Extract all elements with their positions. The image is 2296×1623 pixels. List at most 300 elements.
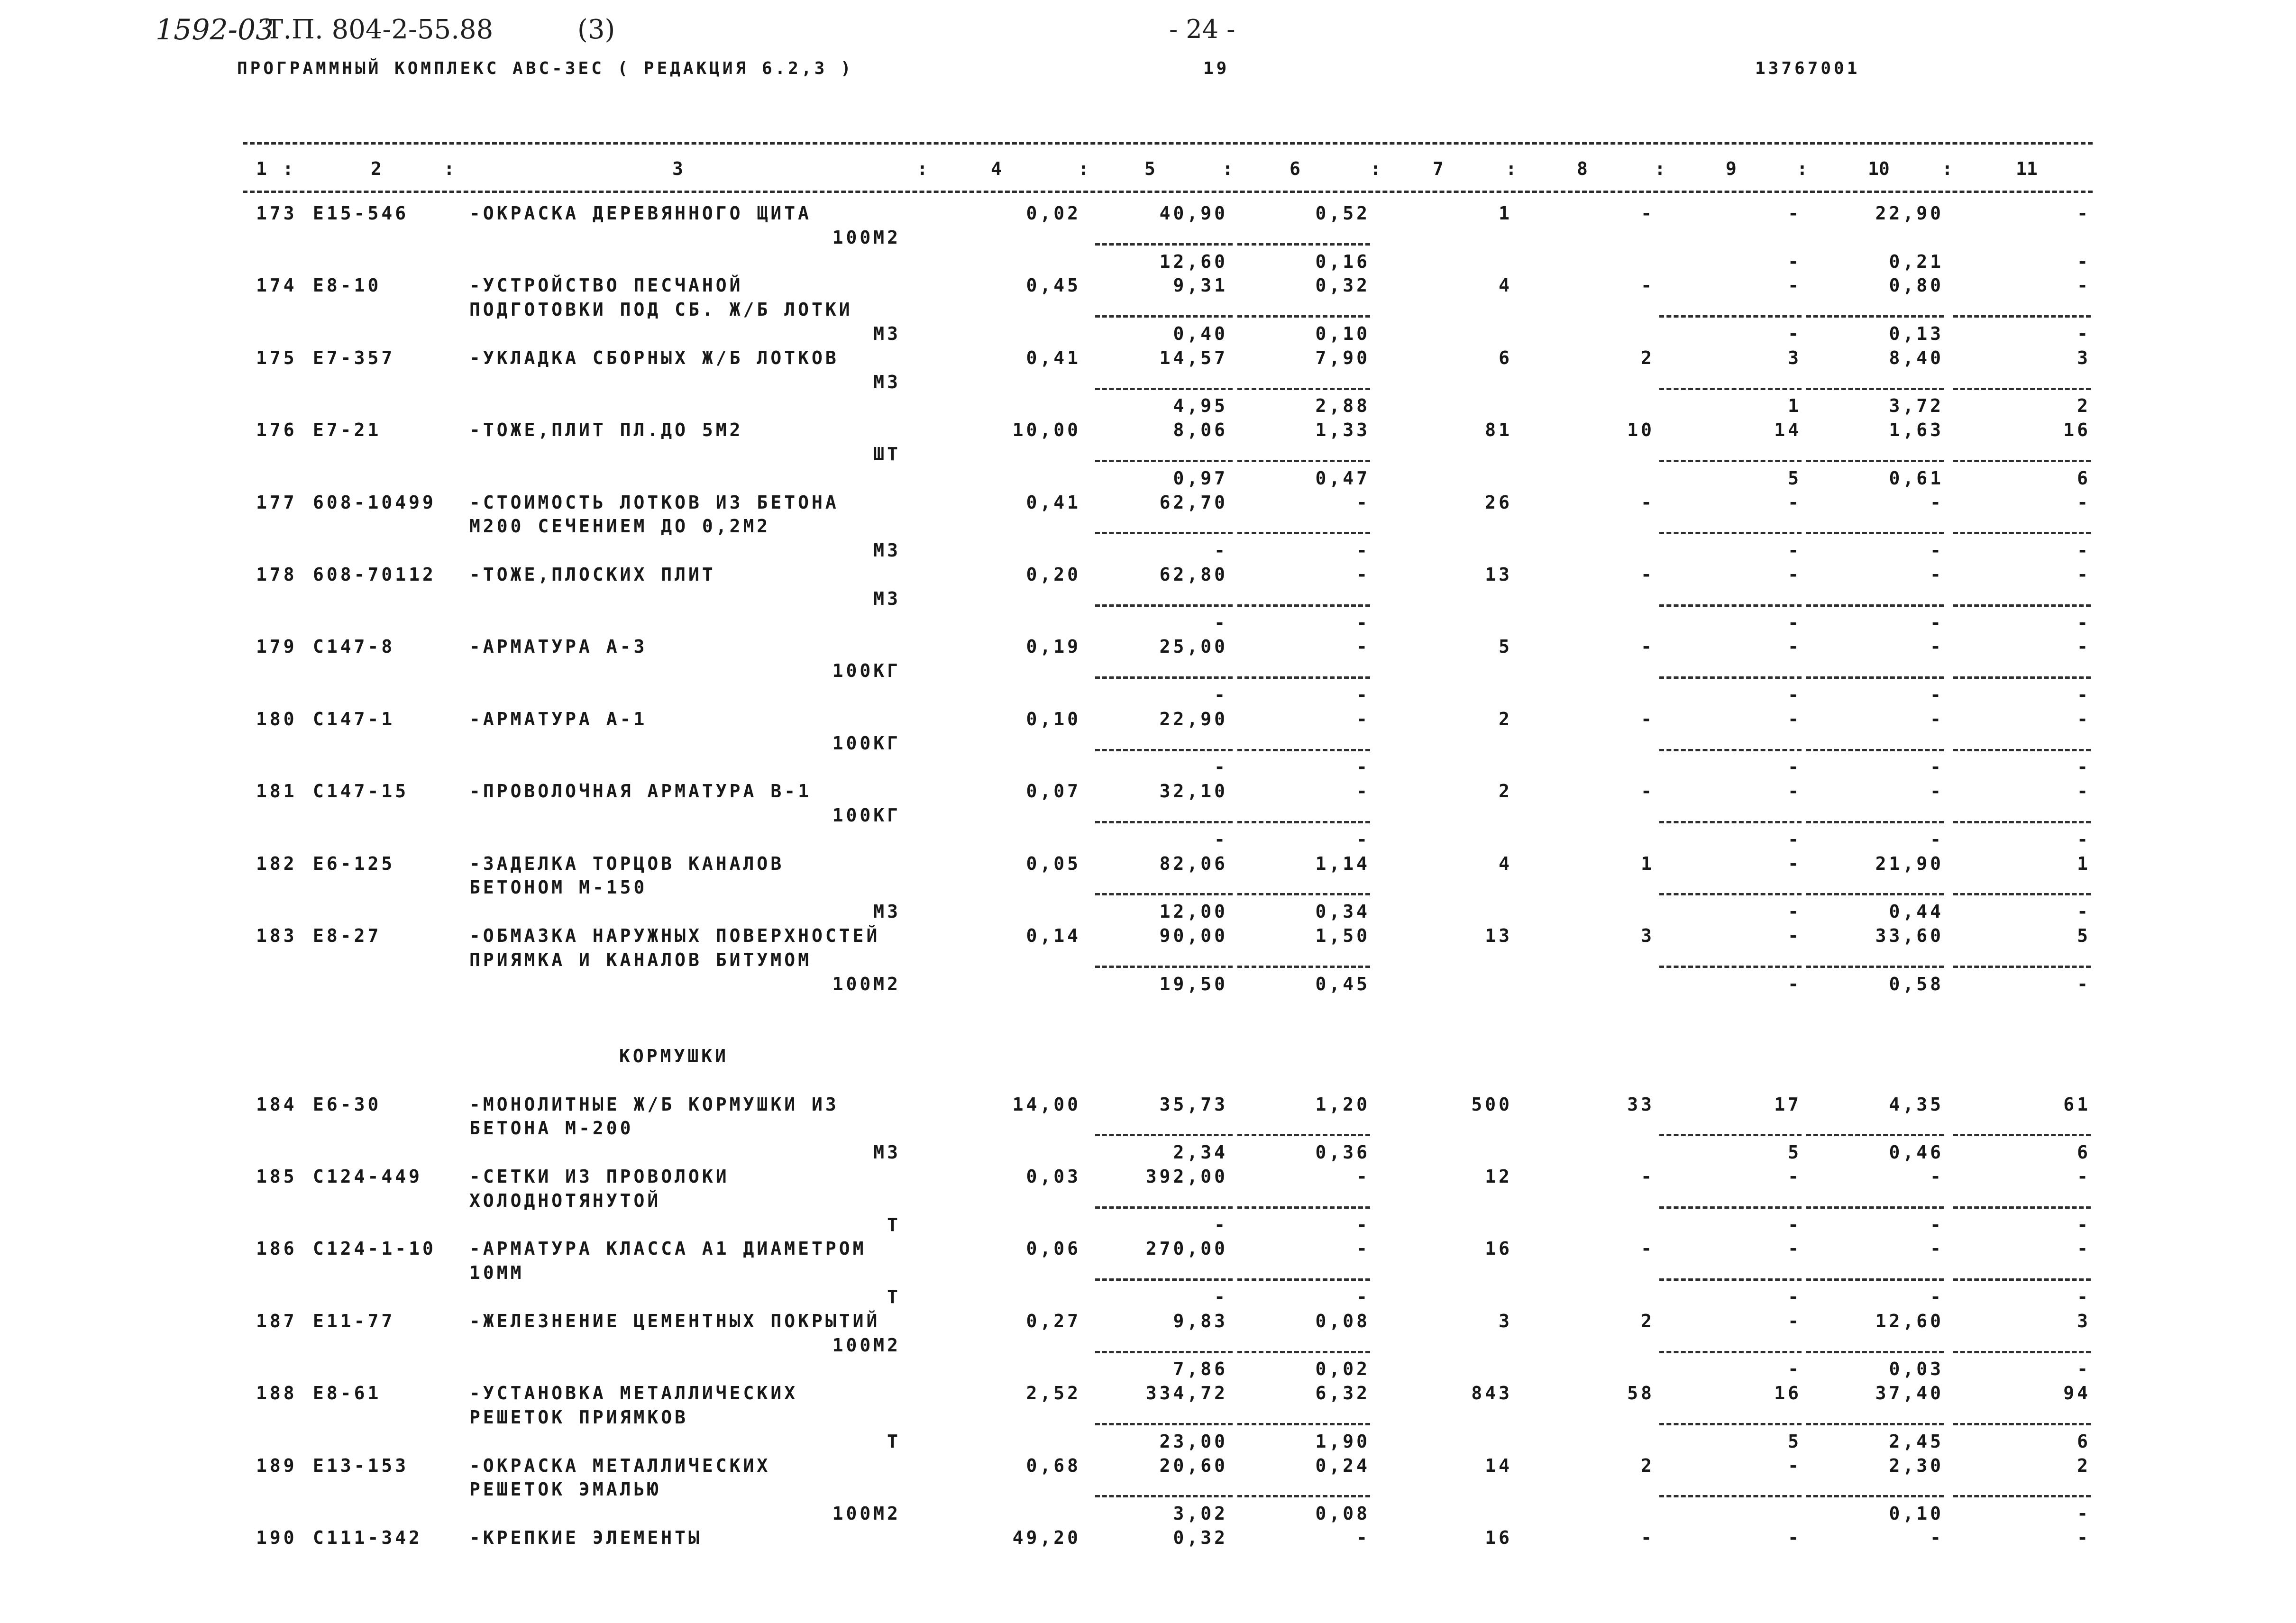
quantity: 0,05 (1026, 853, 1081, 874)
cell-divider-line (1659, 1206, 1802, 1209)
unit-of-measure: Т (887, 1214, 901, 1235)
value-col-10: - (1930, 540, 1944, 561)
value-col-8: - (1641, 1527, 1655, 1548)
price-code: 608-10499 (313, 492, 436, 513)
value-col-6: 1,50 (1315, 925, 1370, 946)
value-col-6: - (1356, 612, 1370, 633)
cell-divider-line (1237, 676, 1370, 679)
value-col-10: 0,58 (1889, 974, 1944, 994)
column-header-2: 2 (371, 158, 382, 179)
row-number: 179 (256, 636, 297, 657)
value-col-10: 2,30 (1889, 1455, 1944, 1476)
cell-divider-line (1095, 676, 1233, 679)
value-col-11: - (2077, 612, 2091, 633)
cell-divider-line (1237, 966, 1370, 968)
value-col-6: - (1356, 781, 1370, 802)
cell-divider-line (1953, 1278, 2091, 1281)
value-col-8: - (1641, 709, 1655, 729)
value-col-10: - (1930, 757, 1944, 777)
cell-divider-line (1237, 1351, 1370, 1353)
table-row-continuation (0, 899, 2296, 924)
cell-divider-line (1237, 893, 1370, 895)
value-col-5: 270,00 (1145, 1238, 1228, 1259)
value-col-9: - (1788, 275, 1802, 296)
column-header-3: 3 (672, 158, 683, 179)
table-row-continuation (0, 586, 2296, 611)
table-row-continuation (0, 370, 2296, 394)
value-col-5: 35,73 (1159, 1094, 1228, 1115)
value-col-8: 1 (1641, 853, 1655, 874)
cell-divider-line (1806, 1134, 1944, 1136)
value-col-7: 3 (1499, 1311, 1512, 1331)
work-description: ПОДГОТОВКИ ПОД СБ. Ж/Б ЛОТКИ (469, 299, 853, 320)
work-description: -УСТРОЙСТВО ПЕСЧАНОЙ (469, 275, 743, 296)
table-row-continuation (0, 731, 2296, 756)
work-description: М200 СЕЧЕНИЕМ ДО 0,2М2 (469, 516, 771, 537)
table-row-continuation (0, 1477, 2296, 1502)
quantity: 14,00 (1012, 1094, 1081, 1115)
row-number: 187 (256, 1311, 297, 1331)
cell-divider-line (1095, 532, 1233, 534)
value-col-11: - (2077, 275, 2091, 296)
cell-divider-line (1953, 1351, 2091, 1353)
table-row-continuation (0, 1188, 2296, 1213)
table-row (0, 562, 2296, 587)
table-row-continuation (0, 1405, 2296, 1430)
value-col-9: - (1788, 1238, 1802, 1259)
value-col-10: - (1930, 1238, 1944, 1259)
value-col-9: - (1788, 1359, 1802, 1379)
price-code: Е8-10 (313, 275, 382, 296)
value-col-5: 4,95 (1173, 395, 1228, 416)
table-row-continuation (0, 1116, 2296, 1140)
table-row-continuation (0, 1140, 2296, 1165)
value-col-6: - (1356, 1527, 1370, 1548)
value-col-10: 0,13 (1889, 323, 1944, 344)
value-col-9: - (1788, 709, 1802, 729)
cell-divider-line (1237, 604, 1370, 607)
value-col-10: - (1930, 829, 1944, 850)
table-row-continuation (0, 225, 2296, 250)
col-divider: : (1370, 158, 1381, 179)
cell-divider-line (1095, 1278, 1233, 1281)
value-col-6: - (1356, 684, 1370, 705)
row-number: 173 (256, 203, 297, 224)
col-divider: : (917, 158, 928, 179)
value-col-11: 6 (2077, 1142, 2091, 1163)
unit-of-measure: Т (887, 1286, 901, 1307)
cell-divider-line (1953, 460, 2091, 462)
col-divider: : (283, 158, 293, 179)
cell-divider-line (1095, 388, 1233, 390)
value-col-9: - (1788, 757, 1802, 777)
value-col-5: 12,60 (1159, 251, 1228, 272)
cell-divider-line (1806, 1423, 1944, 1425)
table-row (0, 1236, 2296, 1261)
column-header-row (0, 156, 2296, 181)
value-col-11: - (2077, 901, 2091, 922)
cell-divider-line (1659, 1278, 1802, 1281)
table-row (0, 1309, 2296, 1333)
value-col-11: - (2077, 974, 2091, 994)
cell-divider-line (1095, 749, 1233, 751)
cell-divider-line (1237, 532, 1370, 534)
unit-of-measure: ШТ (873, 444, 901, 465)
table-row-continuation (0, 1429, 2296, 1454)
row-number: 177 (256, 492, 297, 513)
row-number: 186 (256, 1238, 297, 1259)
value-col-10: 22,90 (1875, 203, 1944, 224)
cell-divider-line (1659, 460, 1802, 462)
cell-divider-line (1095, 604, 1233, 607)
value-col-9: - (1788, 1455, 1802, 1476)
cell-divider-line (1237, 749, 1370, 751)
value-col-7: 4 (1499, 853, 1512, 874)
table-row-continuation (0, 297, 2296, 322)
table-row-continuation (0, 249, 2296, 274)
value-col-9: - (1788, 974, 1802, 994)
value-col-9: - (1788, 781, 1802, 802)
value-col-10: 0,46 (1889, 1142, 1944, 1163)
quantity: 0,07 (1026, 781, 1081, 802)
value-col-9: - (1788, 1527, 1802, 1548)
cell-divider-line (1095, 1423, 1233, 1425)
value-col-5: 14,57 (1159, 347, 1228, 368)
work-description: РЕШЕТОК ПРИЯМКОВ (469, 1407, 689, 1428)
value-col-6: 0,47 (1315, 468, 1370, 489)
cell-divider-line (1953, 388, 2091, 390)
work-description: -СТОИМОСТЬ ЛОТКОВ ИЗ БЕТОНА (469, 492, 839, 513)
work-description: -ТОЖЕ,ПЛОСКИХ ПЛИТ (469, 564, 716, 585)
value-col-11: - (2077, 540, 2091, 561)
value-col-9: - (1788, 1214, 1802, 1235)
value-col-5: 23,00 (1159, 1431, 1228, 1452)
value-col-6: 0,24 (1315, 1455, 1370, 1476)
value-col-11: - (2077, 709, 2091, 729)
table-row-continuation (0, 1068, 2296, 1093)
cell-divider-line (1806, 315, 1944, 318)
value-col-9: - (1788, 925, 1802, 946)
row-number: 188 (256, 1383, 297, 1404)
value-col-6: 0,02 (1315, 1359, 1370, 1379)
value-col-6: - (1356, 709, 1370, 729)
value-col-5: 392,00 (1145, 1166, 1228, 1187)
work-description: -АРМАТУРА А-1 (469, 709, 648, 729)
value-col-5: 9,31 (1173, 275, 1228, 296)
quantity: 0,10 (1026, 709, 1081, 729)
value-col-6: - (1356, 540, 1370, 561)
value-col-6: 0,10 (1315, 323, 1370, 344)
value-col-9: 16 (1774, 1383, 1802, 1404)
table-row (0, 1525, 2296, 1550)
quantity: 0,02 (1026, 203, 1081, 224)
price-code: Е8-27 (313, 925, 382, 946)
cell-divider-line (1237, 821, 1370, 823)
cell-divider-line (1806, 1495, 1944, 1497)
column-header-1: 1 (256, 158, 267, 179)
value-col-9: - (1788, 1286, 1802, 1307)
value-col-8: - (1641, 492, 1655, 513)
quantity: 0,06 (1026, 1238, 1081, 1259)
value-col-7: 14 (1485, 1455, 1512, 1476)
sheet-number: 19 (1203, 59, 1230, 78)
value-col-8: - (1641, 1166, 1655, 1187)
value-col-11: - (2077, 251, 2091, 272)
cell-divider-line (1095, 1206, 1233, 1209)
value-col-10: 8,40 (1889, 347, 1944, 368)
work-description: ПРИЯМКА И КАНАЛОВ БИТУМОМ (469, 949, 812, 970)
value-col-10: 12,60 (1875, 1311, 1944, 1331)
table-row-continuation (0, 1357, 2296, 1381)
value-col-10: - (1930, 684, 1944, 705)
table-row-continuation (0, 1333, 2296, 1358)
table-row (0, 1453, 2296, 1478)
column-header-7: 7 (1433, 158, 1444, 179)
cell-divider-line (1659, 749, 1802, 751)
work-description: -ОКРАСКА ДЕРЕВЯННОГО ЩИТА (469, 203, 812, 224)
cell-divider-line (1095, 893, 1233, 895)
table-row (0, 1164, 2296, 1189)
cell-divider-line (1953, 532, 2091, 534)
row-number: 180 (256, 709, 297, 729)
col-divider: : (1222, 158, 1233, 179)
cell-divider-line (1953, 1423, 2091, 1425)
price-code: С147-15 (313, 781, 409, 802)
quantity: 10,00 (1012, 419, 1081, 440)
value-col-7: 81 (1485, 419, 1512, 440)
value-col-6: - (1356, 564, 1370, 585)
price-code: С124-449 (313, 1166, 423, 1187)
value-col-5: 22,90 (1159, 709, 1228, 729)
value-col-5: - (1214, 684, 1228, 705)
unit-of-measure: 100М2 (832, 1335, 901, 1356)
value-col-10: 2,45 (1889, 1431, 1944, 1452)
unit-of-measure: М3 (873, 540, 901, 561)
value-col-8: 10 (1627, 419, 1655, 440)
cell-divider-line (1806, 1206, 1944, 1209)
unit-of-measure: М3 (873, 588, 901, 609)
value-col-5: 82,06 (1159, 853, 1228, 874)
value-col-10: - (1930, 636, 1944, 657)
cell-divider-line (1237, 1423, 1370, 1425)
value-col-6: 0,16 (1315, 251, 1370, 272)
table-row (0, 923, 2296, 948)
section-heading-row (0, 1044, 2296, 1068)
price-code: Е11-77 (313, 1311, 395, 1331)
col-divider: : (1942, 158, 1953, 179)
value-col-7: 16 (1485, 1238, 1512, 1259)
work-description: -ТОЖЕ,ПЛИТ ПЛ.ДО 5М2 (469, 419, 743, 440)
value-col-8: - (1641, 564, 1655, 585)
value-col-5: 8,06 (1173, 419, 1228, 440)
value-col-11: - (2077, 781, 2091, 802)
table-row-continuation (0, 803, 2296, 828)
value-col-7: 5 (1499, 636, 1512, 657)
value-col-6: - (1356, 636, 1370, 657)
value-col-10: - (1930, 781, 1944, 802)
value-col-9: - (1788, 612, 1802, 633)
quantity: 0,41 (1026, 347, 1081, 368)
cell-divider-line (1237, 1495, 1370, 1497)
top-rule (243, 142, 2093, 145)
price-code: С124-1-10 (313, 1238, 436, 1259)
value-col-5: 90,00 (1159, 925, 1228, 946)
value-col-7: 13 (1485, 925, 1512, 946)
value-col-10: - (1930, 1166, 1944, 1187)
value-col-11: - (2077, 636, 2091, 657)
row-number: 185 (256, 1166, 297, 1187)
value-col-6: 0,45 (1315, 974, 1370, 994)
value-col-11: - (2077, 1238, 2091, 1259)
value-col-11: - (2077, 757, 2091, 777)
unit-of-measure: 100М2 (832, 227, 901, 248)
work-description: -ПРОВОЛОЧНАЯ АРМАТУРА В-1 (469, 781, 812, 802)
value-col-10: - (1930, 492, 1944, 513)
value-col-6: - (1356, 1238, 1370, 1259)
table-row (0, 273, 2296, 298)
cell-divider-line (1237, 315, 1370, 318)
value-col-10: 0,44 (1889, 901, 1944, 922)
cell-divider-line (1659, 1134, 1802, 1136)
unit-of-measure: 100КГ (832, 733, 901, 754)
value-col-10: 0,10 (1889, 1503, 1944, 1524)
value-col-5: 20,60 (1159, 1455, 1228, 1476)
table-row-continuation (0, 875, 2296, 900)
value-col-10: - (1930, 1527, 1944, 1548)
cell-divider-line (1953, 604, 2091, 607)
cell-divider-line (1659, 315, 1802, 318)
value-col-5: - (1214, 1286, 1228, 1307)
table-row-continuation (0, 658, 2296, 683)
value-col-6: 0,36 (1315, 1142, 1370, 1163)
value-col-6: 6,32 (1315, 1383, 1370, 1404)
table-row (0, 851, 2296, 876)
handwritten-archive-code: 1592-03 (156, 13, 274, 46)
work-description: -ОБМАЗКА НАРУЖНЫХ ПОВЕРХНОСТЕЙ (469, 925, 880, 946)
unit-of-measure: М3 (873, 1142, 901, 1163)
cell-divider-line (1953, 315, 2091, 318)
value-col-6: 1,20 (1315, 1094, 1370, 1115)
value-col-10: 0,61 (1889, 468, 1944, 489)
cell-divider-line (1659, 893, 1802, 895)
value-col-11: 2 (2077, 1455, 2091, 1476)
value-col-9: - (1788, 540, 1802, 561)
work-description: ХОЛОДНОТЯНУТОЙ (469, 1190, 661, 1211)
quantity: 0,41 (1026, 492, 1081, 513)
unit-of-measure: 100КГ (832, 805, 901, 826)
table-row-continuation (0, 1501, 2296, 1526)
unit-of-measure: М3 (873, 323, 901, 344)
value-col-8: 3 (1641, 925, 1655, 946)
cell-divider-line (1953, 821, 2091, 823)
value-col-9: - (1788, 1166, 1802, 1187)
table-row (0, 1092, 2296, 1117)
cell-divider-line (1806, 532, 1944, 534)
row-number: 184 (256, 1094, 297, 1115)
column-header-9: 9 (1726, 158, 1737, 179)
price-code: Е15-546 (313, 203, 409, 224)
row-number: 176 (256, 419, 297, 440)
column-header-8: 8 (1577, 158, 1588, 179)
value-col-6: - (1356, 1166, 1370, 1187)
cell-divider-line (1659, 1351, 1802, 1353)
table-row (0, 779, 2296, 803)
cell-divider-line (1237, 1278, 1370, 1281)
value-col-8: - (1641, 781, 1655, 802)
cell-divider-line (1095, 460, 1233, 462)
work-description: -ЖЕЛЕЗНЕНИЕ ЦЕМЕНТНЫХ ПОКРЫТИЙ (469, 1311, 880, 1331)
value-col-6: 0,52 (1315, 203, 1370, 224)
cell-divider-line (1953, 966, 2091, 968)
value-col-5: - (1214, 757, 1228, 777)
value-col-11: - (2077, 684, 2091, 705)
table-row-continuation (0, 683, 2296, 707)
value-col-10: - (1930, 1286, 1944, 1307)
cell-divider-line (1806, 388, 1944, 390)
table-row-continuation (0, 1260, 2296, 1285)
value-col-11: 16 (2063, 419, 2091, 440)
unit-of-measure: 100М2 (832, 1503, 901, 1524)
table-row (0, 201, 2296, 226)
document-code: 13767001 (1755, 59, 1860, 78)
price-code: Е7-21 (313, 419, 382, 440)
value-col-5: 0,32 (1173, 1527, 1228, 1548)
cell-divider-line (1953, 893, 2091, 895)
cell-divider-line (1953, 676, 2091, 679)
value-col-8: 33 (1627, 1094, 1655, 1115)
table-row-continuation (0, 442, 2296, 466)
cell-divider-line (1659, 388, 1802, 390)
value-col-10: 0,21 (1889, 251, 1944, 272)
value-col-9: 5 (1788, 1431, 1802, 1452)
work-description: БЕТОНА М-200 (469, 1118, 634, 1139)
value-col-5: - (1214, 829, 1228, 850)
value-col-9: - (1788, 564, 1802, 585)
quantity: 0,03 (1026, 1166, 1081, 1187)
table-row-continuation (0, 321, 2296, 346)
table-row (0, 418, 2296, 442)
table-row-continuation (0, 1285, 2296, 1309)
value-col-5: - (1214, 612, 1228, 633)
value-col-11: - (2077, 1214, 2091, 1235)
value-col-9: 5 (1788, 468, 1802, 489)
quantity: 0,45 (1026, 275, 1081, 296)
value-col-8: - (1641, 203, 1655, 224)
cell-divider-line (1806, 821, 1944, 823)
row-number: 181 (256, 781, 297, 802)
value-col-11: 6 (2077, 468, 2091, 489)
value-col-8: - (1641, 636, 1655, 657)
table-row (0, 346, 2296, 370)
cell-divider-line (1659, 676, 1802, 679)
value-col-5: 334,72 (1145, 1383, 1228, 1404)
value-col-6: 1,90 (1315, 1431, 1370, 1452)
cell-divider-line (1095, 315, 1233, 318)
work-description: -СЕТКИ ИЗ ПРОВОЛОКИ (469, 1166, 730, 1187)
work-description: -МОНОЛИТНЫЕ Ж/Б КОРМУШКИ ИЗ (469, 1094, 839, 1115)
cell-divider-line (1095, 821, 1233, 823)
value-col-11: - (2077, 492, 2091, 513)
cell-divider-line (1953, 1206, 2091, 1209)
value-col-6: 0,34 (1315, 901, 1370, 922)
row-number: 174 (256, 275, 297, 296)
work-description: -ОКРАСКА МЕТАЛЛИЧЕСКИХ (469, 1455, 771, 1476)
value-col-5: 25,00 (1159, 636, 1228, 657)
value-col-5: 0,40 (1173, 323, 1228, 344)
value-col-7: 13 (1485, 564, 1512, 585)
row-number: 175 (256, 347, 297, 368)
value-col-5: 7,86 (1173, 1359, 1228, 1379)
